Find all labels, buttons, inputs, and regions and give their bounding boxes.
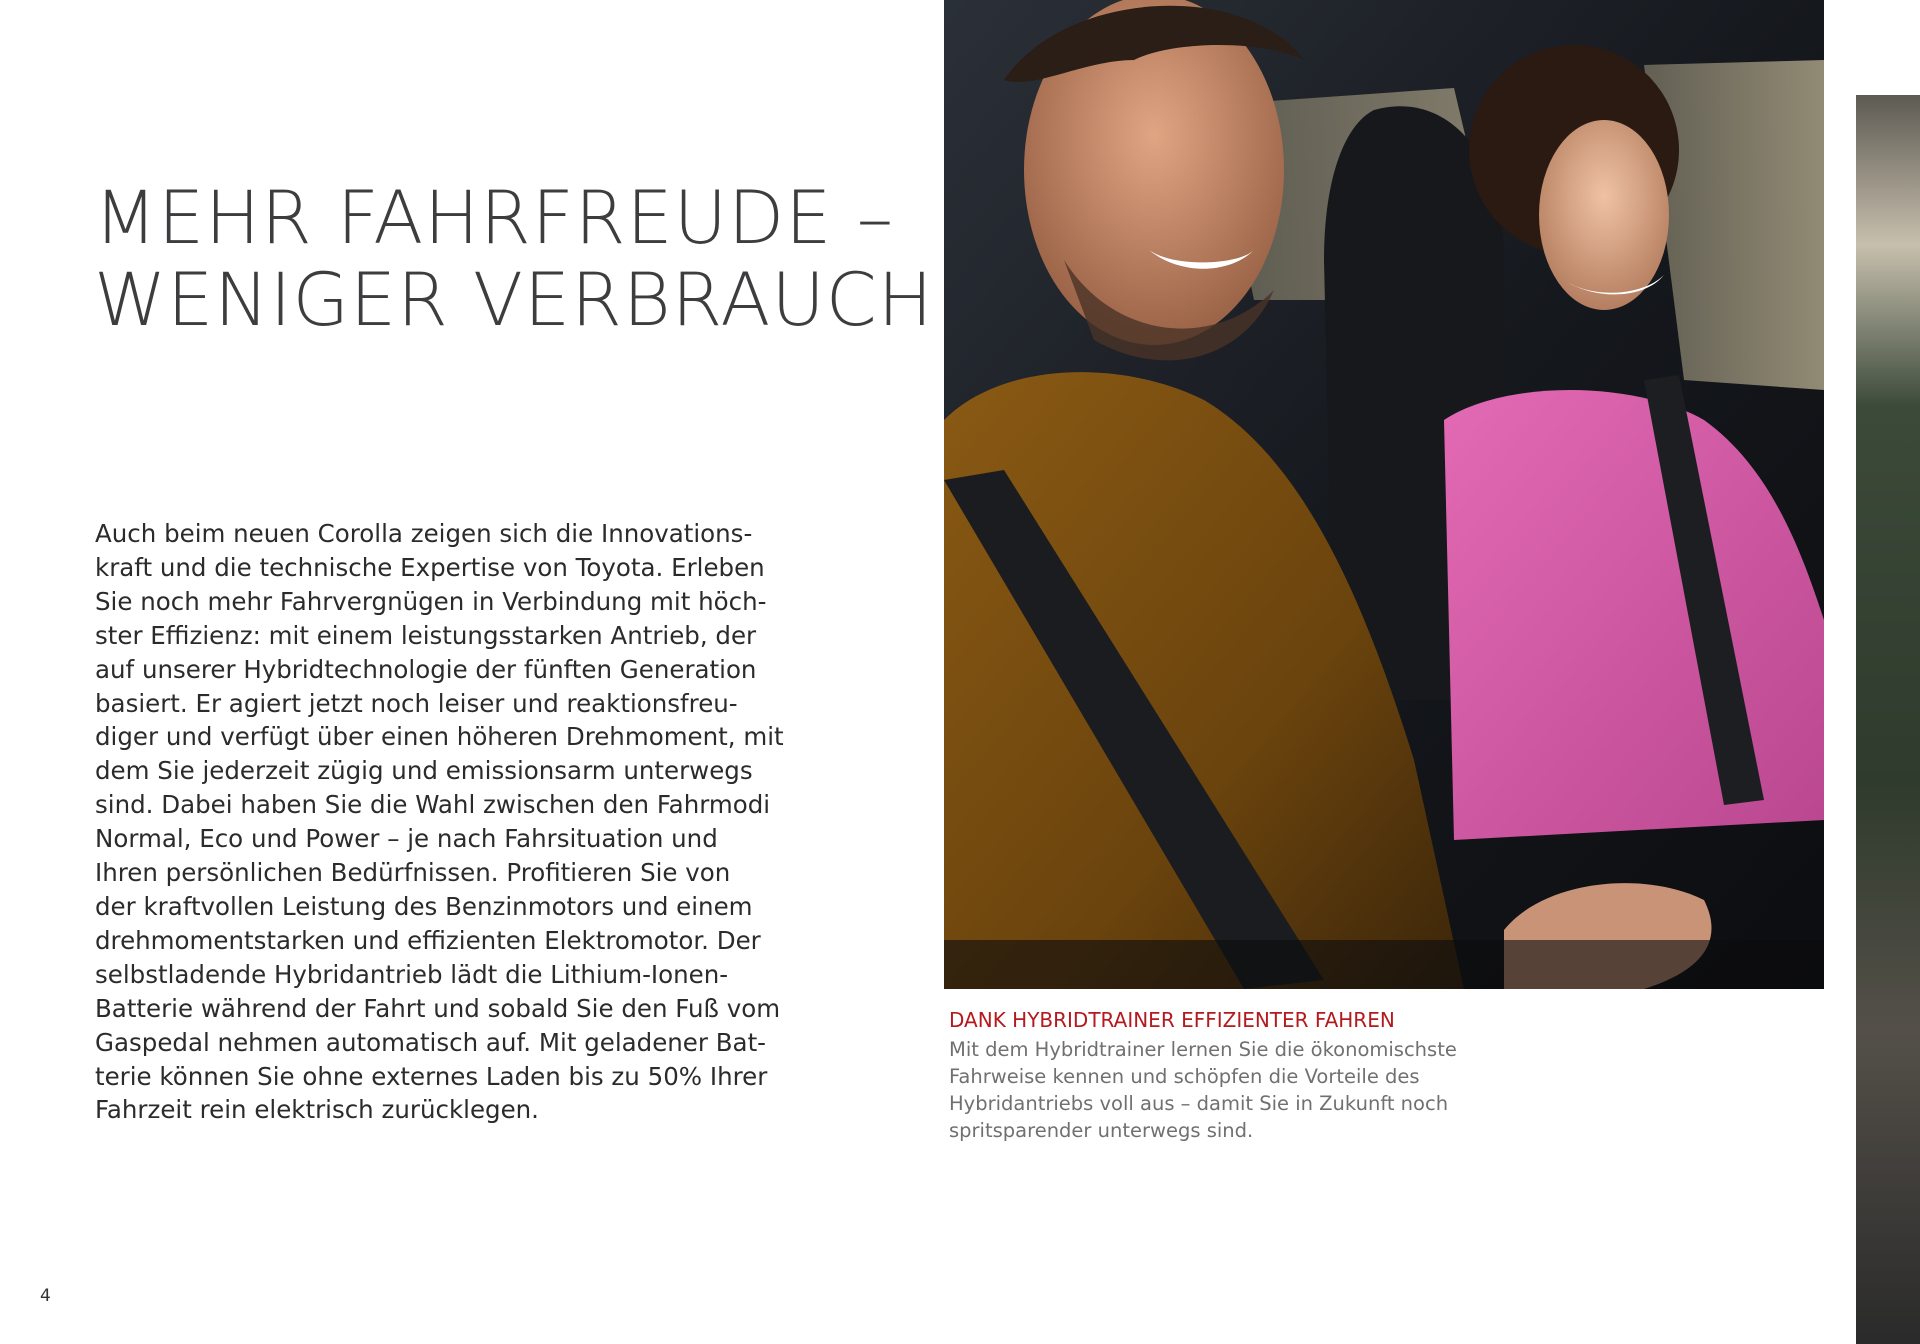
body-line: Fahrzeit rein elektrisch zurücklegen. <box>95 1095 539 1125</box>
body-line: Auch beim neuen Corolla zeigen sich die Innovations- <box>95 519 753 548</box>
caption-title: DANK HYBRIDTRAINER EFFIZIENTER FAHREN <box>949 1008 1395 1032</box>
body-line: Gaspedal nehmen automatisch auf. Mit geladener Bat- <box>95 1027 767 1057</box>
caption-line: spritsparender unterwegs sind. <box>949 1119 1254 1142</box>
body-line: selbstladende Hybridantrieb lädt die Lithium-Ionen- <box>95 959 729 989</box>
body-line: sind. Dabei haben Sie die Wahl zwischen den Fahrmodi <box>95 790 771 820</box>
body-line: auf unserer Hybridtechnologie der fünften Generation <box>95 654 757 684</box>
body-line: Ihren persönlichen Bedürfnissen. Profitieren Sie von <box>95 858 731 888</box>
caption-line: Hybridantriebs voll aus – damit Sie in Zukunft noch <box>949 1092 1449 1115</box>
body-line: diger und verfügt über einen höheren Drehmoment, mit <box>95 722 784 752</box>
body-line: basiert. Er agiert jetzt noch leiser und reaktionsfreu- <box>95 688 738 718</box>
page-headline <box>94 176 934 343</box>
page-number: 4 <box>40 1286 51 1306</box>
body-line: Batterie während der Fahrt und sobald Sie den Fuß vom <box>95 993 781 1023</box>
body-line: Sie noch mehr Fahrvergnügen in Verbindung mit höch- <box>95 586 767 616</box>
headline-line: MEHR FAHRFREUDE – <box>94 176 895 261</box>
caption-line: Mit dem Hybridtrainer lernen Sie die ökonomischste <box>949 1038 1457 1061</box>
body-paragraph <box>95 517 784 1127</box>
body-line: ster Effizienz: mit einem leistungsstarken Antrieb, der <box>95 620 757 650</box>
body-line: drehmomentstarken und effizienten Elektromotor. Der <box>95 925 761 955</box>
body-line: der kraftvollen Leistung des Benzinmotors und einem <box>95 891 753 921</box>
body-line: terie können Sie ohne externes Laden bis zu 50% Ihrer <box>95 1061 768 1091</box>
body-line: Normal, Eco und Power – je nach Fahrsituation und <box>95 824 718 854</box>
adjacent-page-photo-edge <box>1856 95 1920 1344</box>
caption-text <box>949 1036 1509 1144</box>
car-interior-photo <box>944 0 1824 989</box>
caption-line: Fahrweise kennen und schöpfen die Vorteile des <box>949 1065 1420 1088</box>
headline-line: WENIGER VERBRAUCH <box>94 258 934 343</box>
body-line: dem Sie jederzeit zügig und emissionsarm unterwegs <box>95 756 753 786</box>
body-line: kraft und die technische Expertise von Toyota. Erleben <box>95 552 765 582</box>
